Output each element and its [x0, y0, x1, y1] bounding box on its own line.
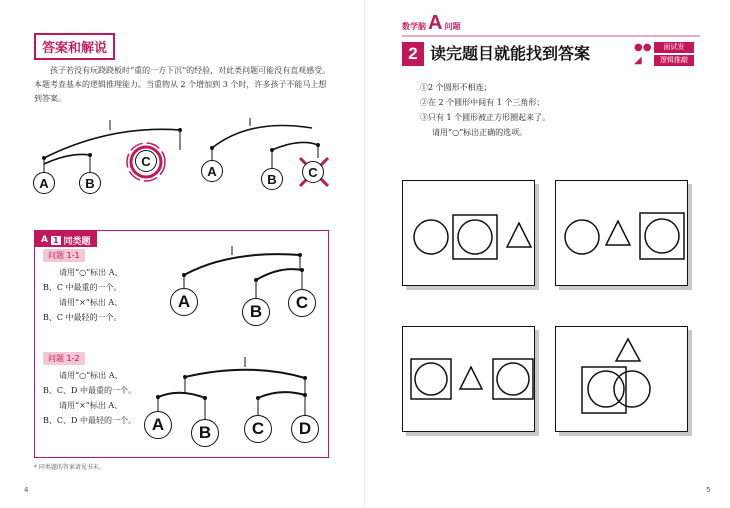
- header-brand-letter: A: [428, 12, 443, 34]
- question-1-1-tag: 问题 1-1: [43, 249, 85, 262]
- footnote: * 同类题的答案请见书末。: [34, 464, 105, 471]
- page-number-right: 5: [706, 486, 711, 494]
- badge-interview: 面试发: [654, 42, 694, 53]
- question-1-2-tag: 问题 1-2: [43, 352, 85, 365]
- similar-header-label: 同类题: [63, 236, 91, 247]
- intro-text: 孩子若没有玩跷跷板时“重的一方下沉”的经验，对此类问题可能没有直观感受。本题考查基本的逻辑推理能力。当重物从 2 个增加到 3 个时，许多孩子不能马上想到答案。: [34, 66, 331, 103]
- example2-node-b: B: [261, 168, 283, 190]
- example2-node-a: A: [201, 160, 223, 182]
- q1-line-1: 请用“○”标出 A、: [59, 268, 123, 277]
- example1-node-b: B: [79, 172, 101, 194]
- q2-node-b[interactable]: B: [191, 419, 219, 447]
- q1-node-c[interactable]: C: [288, 289, 316, 317]
- condition-2: ②在 2 个圆形中间有 1 个三角形；: [420, 98, 545, 107]
- q2-line-3: 请用“×”标出 A、: [59, 401, 123, 410]
- condition-3: ③只有 1 个圆形被正方形圈起来了。: [420, 113, 551, 122]
- option-4[interactable]: [555, 326, 688, 432]
- q1-line-4: B、C 中最轻的一个。: [43, 313, 122, 322]
- option-2-figure: [556, 181, 689, 287]
- stairs-icon: ◢: [634, 55, 642, 66]
- eyes-icon: ●●: [634, 42, 652, 53]
- condition-1: ①2 个圆形不相连；: [420, 83, 492, 92]
- instruction: 请用“○”标出正确的选项。: [432, 128, 528, 137]
- option-1[interactable]: [402, 180, 535, 286]
- badge-logic: 逻辑推敲: [654, 55, 694, 66]
- q1-line-3: 请用“×”标出 A、: [59, 298, 123, 307]
- page-number-left: 4: [24, 486, 29, 494]
- q2-node-d[interactable]: D: [291, 415, 319, 443]
- option-4-figure: [556, 327, 689, 433]
- header-brand: [402, 14, 460, 32]
- q2-node-a[interactable]: A: [144, 411, 172, 439]
- header-brand-suffix: 问题: [444, 22, 461, 31]
- example2-node-c: C: [302, 161, 324, 183]
- section-title-problem: 读完题目就能找到答案: [430, 44, 591, 63]
- section-number: 2: [402, 42, 424, 66]
- q2-node-c[interactable]: C: [244, 415, 272, 443]
- q1-line-2: B、C 中最重的一个。: [43, 283, 122, 292]
- option-2[interactable]: [555, 180, 688, 286]
- example1-node-a: A: [33, 172, 55, 194]
- similar-header-num: 1: [52, 235, 59, 245]
- option-3[interactable]: [402, 326, 535, 432]
- similar-header-prefix: A: [41, 235, 48, 245]
- problem-conditions: [420, 80, 550, 140]
- q1-node-b[interactable]: B: [242, 298, 270, 326]
- q1-node-a[interactable]: A: [170, 288, 198, 316]
- option-1-figure: [403, 181, 536, 287]
- example1-node-c: C: [135, 150, 157, 172]
- option-3-figure: [403, 327, 536, 433]
- header-brand-text: 数学脑: [402, 22, 426, 31]
- q2-line-1: 请用“○”标出 A、: [59, 371, 123, 380]
- section-title-answers: 答案和解说: [34, 33, 115, 60]
- q2-line-2: B、C、D 中最重的一个。: [43, 386, 136, 395]
- q2-line-4: B、C、D 中最轻的一个。: [43, 416, 136, 425]
